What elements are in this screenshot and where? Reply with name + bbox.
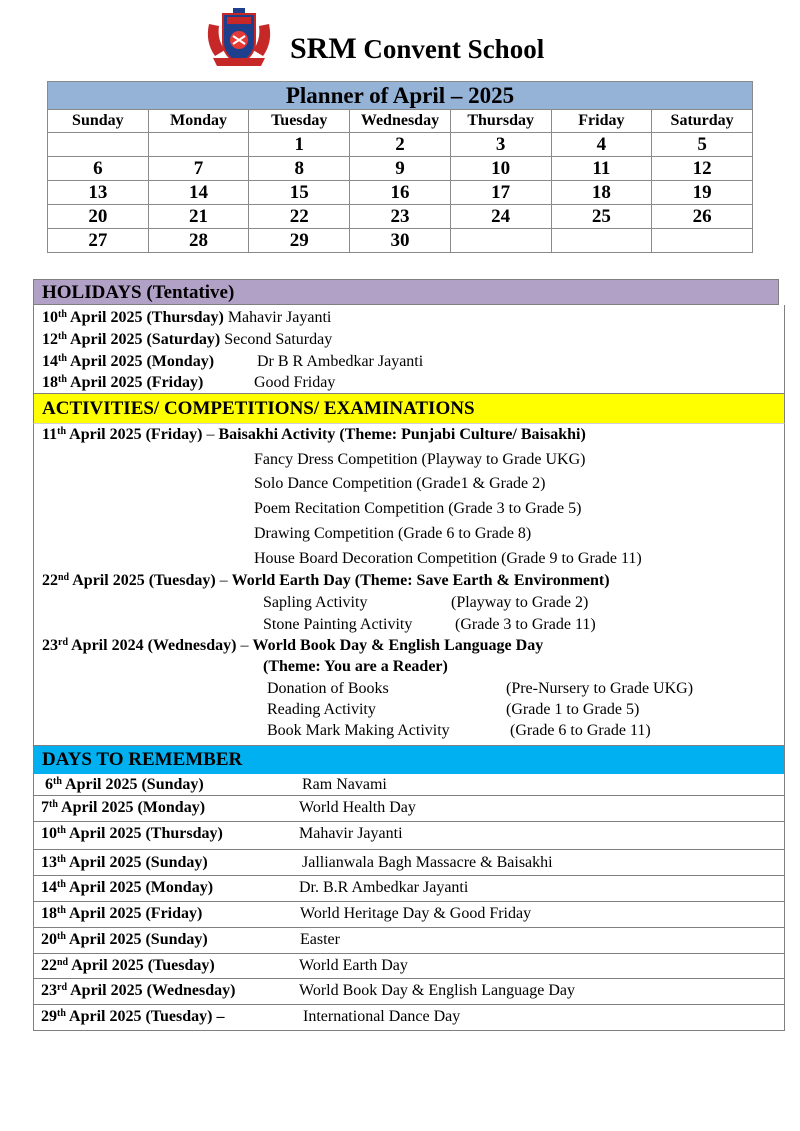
activity-item: House Board Decoration Competition (Grade 9 to Grade 11) bbox=[254, 550, 642, 567]
remember-date: 6th April 2025 (Sunday) bbox=[45, 776, 204, 793]
april-calendar bbox=[47, 81, 753, 253]
remember-date: 23rd April 2025 (Wednesday) bbox=[41, 982, 236, 999]
remember-event: Dr. B.R Ambedkar Jayanti bbox=[299, 879, 469, 896]
remember-date: 29th April 2025 (Tuesday) – bbox=[41, 1008, 225, 1025]
calendar-day: 30 bbox=[350, 229, 451, 253]
holiday-event: Dr B R Ambedkar Jayanti bbox=[257, 353, 424, 370]
school-name: SRM Convent School bbox=[290, 32, 545, 65]
activity-item-grades: (Grade 3 to Grade 11) bbox=[455, 616, 596, 633]
holidays-heading: HOLIDAYS (Tentative) bbox=[33, 279, 779, 305]
calendar-day: 12 bbox=[652, 157, 753, 181]
activity-theme: (Theme: You are a Reader) bbox=[263, 658, 448, 675]
calendar-day: 10 bbox=[450, 157, 551, 181]
activity-item-name: Donation of Books bbox=[267, 680, 389, 697]
calendar-day: 29 bbox=[249, 229, 350, 253]
remember-event: World Book Day & English Language Day bbox=[299, 982, 575, 999]
weekday-header: Wednesday bbox=[350, 110, 451, 133]
holiday-item: 14th April 2025 (Monday) bbox=[42, 353, 215, 370]
activity-item: Drawing Competition (Grade 6 to Grade 8) bbox=[254, 525, 532, 542]
calendar-day: 8 bbox=[249, 157, 350, 181]
remember-event: World Health Day bbox=[299, 799, 416, 816]
calendar-day: 13 bbox=[48, 181, 149, 205]
calendar-day: 22 bbox=[249, 205, 350, 229]
remember-row bbox=[33, 928, 785, 954]
remember-date: 13th April 2025 (Sunday) bbox=[41, 854, 208, 871]
remember-row bbox=[33, 822, 785, 850]
calendar-day: 5 bbox=[652, 133, 753, 157]
activity-item-name: Sapling Activity bbox=[263, 594, 368, 611]
calendar-day: 1 bbox=[249, 133, 350, 157]
calendar-day: 19 bbox=[652, 181, 753, 205]
calendar-day: 17 bbox=[450, 181, 551, 205]
calendar-day bbox=[48, 133, 149, 157]
activity-header: 11th April 2025 (Friday) – Baisakhi Activity (Theme: Punjabi Culture/ Baisakhi) bbox=[42, 426, 586, 443]
activity-item: Fancy Dress Competition (Playway to Grade UKG) bbox=[254, 451, 586, 468]
remember-row bbox=[33, 774, 785, 796]
activity-item: Poem Recitation Competition (Grade 3 to Grade 5) bbox=[254, 500, 582, 517]
calendar-day: 26 bbox=[652, 205, 753, 229]
remember-date: 22nd April 2025 (Tuesday) bbox=[41, 957, 215, 974]
calendar-day bbox=[551, 229, 652, 253]
calendar-title: Planner of April – 2025 bbox=[48, 82, 753, 110]
holidays-list bbox=[33, 305, 785, 394]
remember-date: 10th April 2025 (Thursday) bbox=[41, 825, 223, 842]
calendar-day: 18 bbox=[551, 181, 652, 205]
holiday-event: Good Friday bbox=[254, 374, 336, 391]
remember-event: World Heritage Day & Good Friday bbox=[300, 905, 532, 922]
calendar-day bbox=[148, 133, 249, 157]
activity-item: Solo Dance Competition (Grade1 & Grade 2) bbox=[254, 475, 546, 492]
remember-event: Ram Navami bbox=[302, 776, 387, 793]
weekday-header: Friday bbox=[551, 110, 652, 133]
activity-item-grades: (Grade 1 to Grade 5) bbox=[506, 701, 640, 718]
calendar-day: 11 bbox=[551, 157, 652, 181]
calendar-day: 9 bbox=[350, 157, 451, 181]
remember-date: 20th April 2025 (Sunday) bbox=[41, 931, 208, 948]
remember-event: World Earth Day bbox=[299, 957, 408, 974]
calendar-day: 20 bbox=[48, 205, 149, 229]
weekday-header: Sunday bbox=[48, 110, 149, 133]
holiday-item: 12th April 2025 (Saturday) Second Saturday bbox=[42, 331, 333, 348]
calendar-day: 2 bbox=[350, 133, 451, 157]
remember-event: Jallianwala Bagh Massacre & Baisakhi bbox=[302, 854, 553, 871]
days-to-remember-heading: DAYS TO REMEMBER bbox=[33, 746, 785, 774]
calendar-day: 23 bbox=[350, 205, 451, 229]
remember-row bbox=[33, 954, 785, 979]
remember-row bbox=[33, 876, 785, 902]
weekday-header: Saturday bbox=[652, 110, 753, 133]
activity-item-grades: (Pre-Nursery to Grade UKG) bbox=[506, 680, 694, 697]
remember-date: 7th April 2025 (Monday) bbox=[41, 799, 206, 816]
calendar-day: 4 bbox=[551, 133, 652, 157]
remember-date: 14th April 2025 (Monday) bbox=[41, 879, 214, 896]
remember-event: International Dance Day bbox=[303, 1008, 461, 1025]
weekday-header: Thursday bbox=[450, 110, 551, 133]
calendar-day bbox=[652, 229, 753, 253]
calendar-day: 21 bbox=[148, 205, 249, 229]
remember-row bbox=[33, 979, 785, 1005]
remember-date: 18th April 2025 (Friday) bbox=[41, 905, 203, 922]
activity-item-name: Book Mark Making Activity bbox=[267, 722, 450, 739]
school-logo bbox=[203, 6, 275, 70]
activity-item-name: Reading Activity bbox=[267, 701, 376, 718]
holiday-item: 10th April 2025 (Thursday) Mahavir Jayanti bbox=[42, 309, 332, 326]
calendar-day: 3 bbox=[450, 133, 551, 157]
activity-header: 22nd April 2025 (Tuesday) – World Earth Day (Theme: Save Earth & Environment) bbox=[42, 572, 610, 589]
calendar-day: 25 bbox=[551, 205, 652, 229]
remember-event: Easter bbox=[300, 931, 340, 948]
remember-event: Mahavir Jayanti bbox=[299, 825, 403, 842]
calendar-day: 27 bbox=[48, 229, 149, 253]
remember-row bbox=[33, 796, 785, 822]
holiday-item: 18th April 2025 (Friday) bbox=[42, 374, 204, 391]
remember-row bbox=[33, 1005, 785, 1031]
weekday-header: Monday bbox=[148, 110, 249, 133]
activities-heading: ACTIVITIES/ COMPETITIONS/ EXAMINATIONS bbox=[33, 394, 785, 423]
calendar-day: 28 bbox=[148, 229, 249, 253]
calendar-day bbox=[450, 229, 551, 253]
calendar-day: 14 bbox=[148, 181, 249, 205]
activity-header: 23rd April 2024 (Wednesday) – World Book Day & English Language Day bbox=[42, 637, 544, 654]
activity-item-name: Stone Painting Activity bbox=[263, 616, 413, 633]
remember-row bbox=[33, 850, 785, 876]
calendar-day: 15 bbox=[249, 181, 350, 205]
activity-item-grades: (Grade 6 to Grade 11) bbox=[510, 722, 651, 739]
calendar-day: 16 bbox=[350, 181, 451, 205]
activity-item-grades: (Playway to Grade 2) bbox=[451, 594, 589, 611]
calendar-day: 24 bbox=[450, 205, 551, 229]
calendar-day: 6 bbox=[48, 157, 149, 181]
weekday-header: Tuesday bbox=[249, 110, 350, 133]
remember-row bbox=[33, 902, 785, 928]
activities-list bbox=[33, 423, 785, 746]
calendar-day: 7 bbox=[148, 157, 249, 181]
